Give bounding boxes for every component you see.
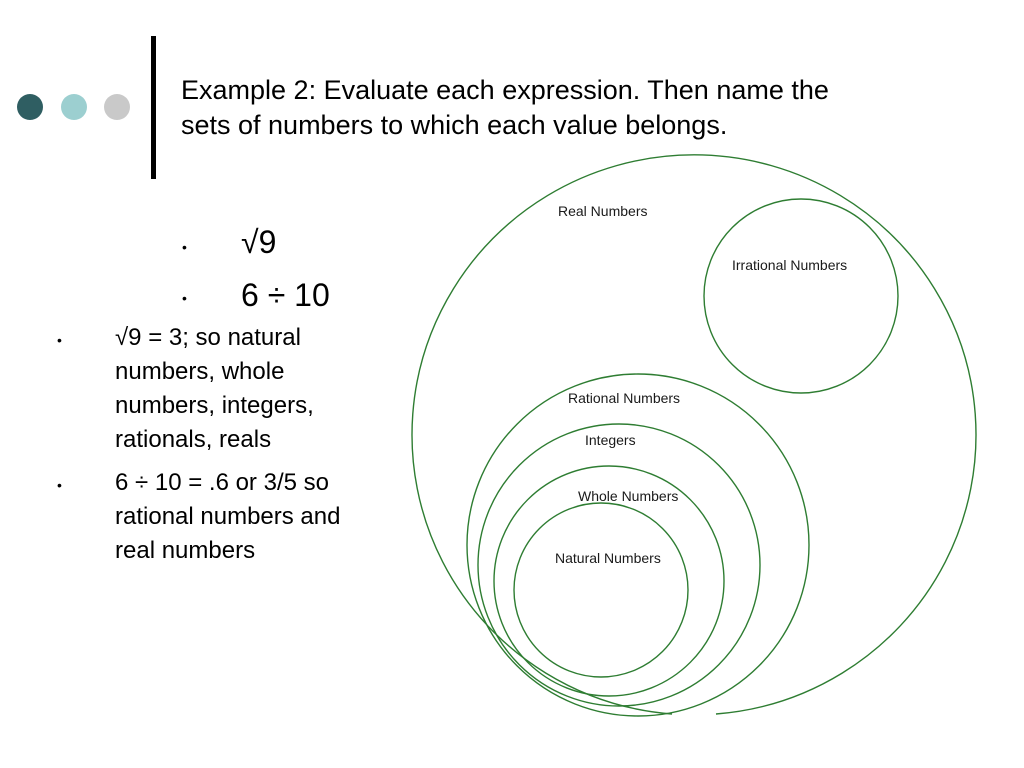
- irrational-numbers-label: Irrational Numbers: [732, 257, 848, 273]
- irrational-numbers-circle: [704, 199, 898, 393]
- answer-line: numbers, whole: [115, 358, 285, 385]
- real-numbers-label: Real Numbers: [558, 203, 648, 219]
- natural-numbers-circle: [514, 503, 688, 677]
- whole-numbers-label: Whole Numbers: [578, 488, 679, 504]
- expression-bullet: •: [182, 239, 187, 255]
- answer-line: √9 = 3; so natural: [115, 324, 301, 351]
- real-numbers-circle: [412, 155, 976, 714]
- rational-numbers-label: Rational Numbers: [568, 390, 681, 406]
- answer-line: rationals, reals: [115, 426, 272, 453]
- answer-bullet: •: [57, 477, 62, 493]
- answer-bullet: •: [57, 332, 62, 348]
- natural-numbers-label: Natural Numbers: [555, 550, 661, 566]
- answer-line: rational numbers and: [115, 503, 341, 530]
- answer-line: 6 ÷ 10 = .6 or 3/5 so: [115, 469, 329, 496]
- answer-line: numbers, integers,: [115, 392, 314, 419]
- integers-label: Integers: [585, 432, 636, 448]
- title-line-1: Example 2: Evaluate each expression. Then name the: [181, 75, 829, 105]
- expression-item: 6 ÷ 10: [241, 277, 330, 313]
- expression-bullet: •: [182, 290, 187, 306]
- answer-line: real numbers: [115, 537, 256, 564]
- expression-item: √9: [241, 224, 277, 260]
- title-line-2: sets of numbers to which each value belongs.: [181, 110, 728, 140]
